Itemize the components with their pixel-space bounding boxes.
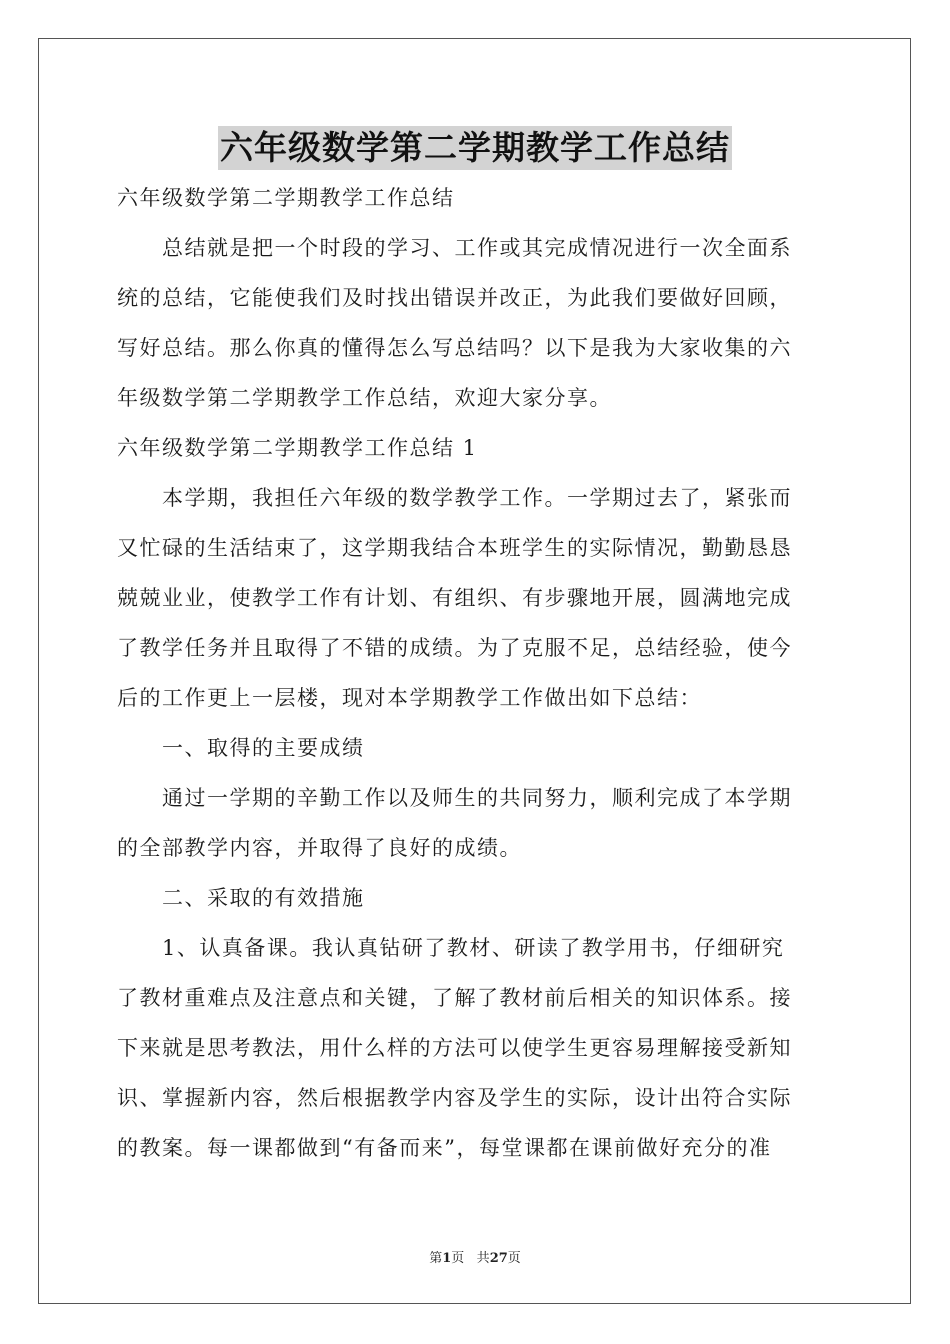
text-line-20: 的教案。每一课都做到“有备而来”，每堂课都在课前做好充分的准 xyxy=(117,1136,772,1160)
page-footer xyxy=(0,1247,950,1266)
text-line-15: 二、采取的有效措施 xyxy=(117,886,365,910)
document-title: 六年级数学第二学期教学工作总结 xyxy=(218,126,732,170)
text-line-16: 1、认真备课。我认真钻研了教材、研读了教学用书，仔细研究 xyxy=(117,936,785,960)
text-line-10: 了教学任务并且取得了不错的成绩。为了克服不足，总结经验，使今 xyxy=(117,636,792,660)
footer-total-suffix: 页 xyxy=(507,1251,521,1266)
text-line-17: 了教材重难点及注意点和关键，了解了教材前后相关的知识体系。接 xyxy=(117,986,792,1010)
footer-page-suffix: 页 xyxy=(451,1251,465,1266)
text-line-1: 六年级数学第二学期教学工作总结 xyxy=(117,186,455,210)
text-line-6: 六年级数学第二学期教学工作总结 1 xyxy=(117,436,478,460)
footer-total-pages: 27 xyxy=(489,1251,508,1266)
text-line-18: 下来就是思考教法，用什么样的方法可以使学生更容易理解接受新知 xyxy=(117,1036,792,1060)
page-border xyxy=(38,38,911,1304)
text-line-11: 后的工作更上一层楼，现对本学期教学工作做出如下总结： xyxy=(117,686,702,710)
text-line-7: 本学期，我担任六年级的数学教学工作。一学期过去了，紧张而 xyxy=(117,486,792,510)
title-wrap xyxy=(0,126,950,170)
text-line-8: 又忙碌的生活结束了，这学期我结合本班学生的实际情况，勤勤恳恳 xyxy=(117,536,792,560)
text-line-13: 通过一学期的辛勤工作以及师生的共同努力，顺利完成了本学期 xyxy=(117,786,792,810)
text-line-12: 一、取得的主要成绩 xyxy=(117,736,365,760)
text-line-14: 的全部教学内容，并取得了良好的成绩。 xyxy=(117,836,522,860)
text-line-19: 识、掌握新内容，然后根据教学内容及学生的实际，设计出符合实际 xyxy=(117,1086,792,1110)
text-line-2: 总结就是把一个时段的学习、工作或其完成情况进行一次全面系 xyxy=(117,236,792,260)
footer-page-current: 1 xyxy=(442,1251,452,1266)
footer-total-prefix: 共 xyxy=(476,1251,490,1266)
text-line-3: 统的总结，它能使我们及时找出错误并改正，为此我们要做好回顾， xyxy=(117,286,792,310)
text-line-9: 兢兢业业，使教学工作有计划、有组织、有步骤地开展，圆满地完成 xyxy=(117,586,792,610)
text-line-5: 年级数学第二学期教学工作总结，欢迎大家分享。 xyxy=(117,386,612,410)
text-line-4: 写好总结。那么你真的懂得怎么写总结吗？以下是我为大家收集的六 xyxy=(117,336,792,360)
footer-page-prefix: 第 xyxy=(429,1251,443,1266)
